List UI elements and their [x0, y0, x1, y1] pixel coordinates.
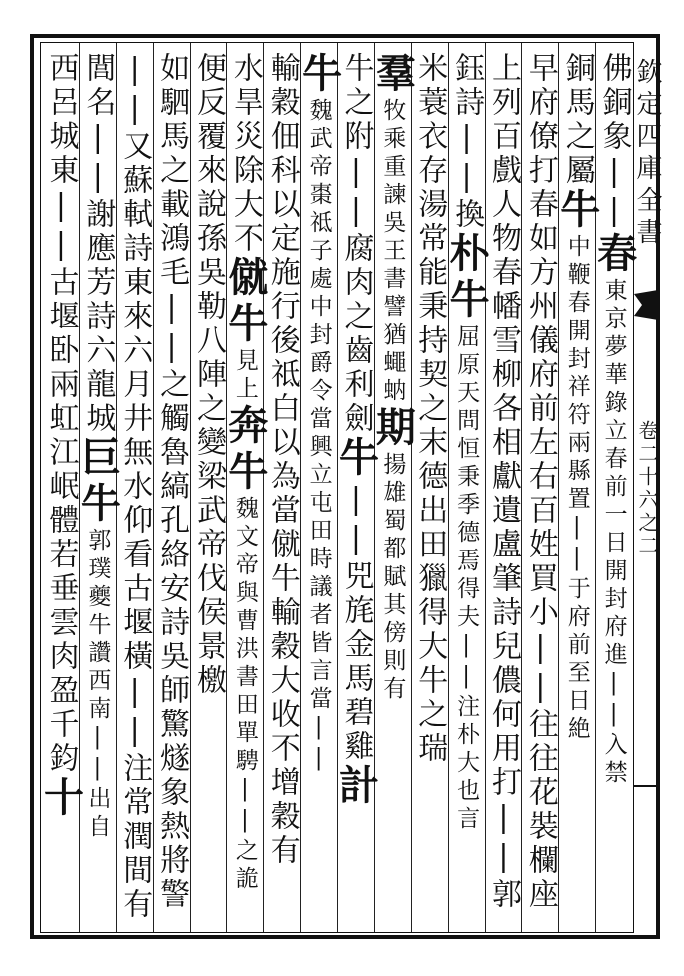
entry-heading: 朴牛: [443, 232, 491, 324]
entry-heading: 春: [590, 232, 638, 278]
book-title: 欽定四庫全書: [632, 58, 662, 250]
text-column: [37, 52, 85, 922]
text-segment: 鈺詩||換: [449, 52, 485, 232]
text-segment: 揚雄蜀都賦其傍則有: [379, 452, 406, 704]
text-column: [332, 52, 380, 922]
text-segment: 郭璞夔牛讚西南||出自: [84, 528, 111, 842]
entry-heading: 僦牛: [221, 256, 269, 348]
entry-heading: 牛: [332, 436, 380, 482]
entry-heading: 巨牛: [74, 436, 122, 528]
volume-label: 卷二十六之二: [635, 420, 659, 558]
text-column: [553, 52, 601, 922]
text-column: [221, 52, 269, 922]
text-segment: 佛銅象: [596, 52, 632, 154]
margin-rule: [634, 785, 660, 787]
text-segment: 魏文帝與曹洪書田單騁||之詭: [231, 496, 258, 894]
entry-heading: 期: [369, 406, 417, 452]
entry-heading: 牛: [553, 188, 601, 234]
text-column: [590, 52, 638, 922]
text-segment: 銅馬之屬: [559, 52, 595, 188]
text-segment: 水旱災除大不: [227, 52, 263, 256]
text-segment: ||又蘇軾詩東來六月井無水仰看古堰橫||注常潤間有: [117, 52, 153, 922]
text-column: [443, 52, 491, 922]
text-column: [151, 52, 191, 922]
text-segment: 東京夢華錄立春前一日開封府進||入禁: [600, 278, 627, 788]
text-column: [295, 52, 343, 922]
text-segment: 魏武帝棗祗子處中封爵令當興立屯田時議者皆言當||: [305, 98, 332, 776]
text-column: [520, 52, 560, 922]
text-column: [483, 52, 523, 922]
entry-heading: 奔牛: [221, 404, 269, 496]
text-segment: 江岷體若垂雲肉盈千鈞: [43, 436, 79, 776]
text-segment: 中鞭春開封祥符兩縣置||于府前至日絶: [563, 234, 590, 744]
text-segment: 早府僚打春如方州儀府前左右百姓買小||往往花裝欄座: [522, 52, 558, 912]
text-segment: 見: [231, 348, 258, 376]
text-segment: 牛之附||腐肉之齒利劍: [338, 52, 374, 436]
text-segment: 如駟馬之載鴻毛||之觸魯縞孔絡安詩吳師驚燧象熱將警: [154, 52, 190, 912]
text-segment: 米蓑衣存: [412, 52, 448, 188]
text-segment: 便反覆來說: [190, 52, 226, 222]
text-segment: 閭名||謝應芳詩六龍城: [80, 52, 116, 436]
text-segment: 西呂城東||古堰卧兩虹: [43, 52, 79, 436]
entry-heading: 十: [37, 776, 85, 822]
entry-heading: 牛: [295, 52, 343, 98]
entry-heading: 羣: [369, 52, 417, 98]
text-segment: 湯常能秉持契之末德出田獵得大牛之瑞: [412, 188, 448, 766]
fishtail-mark-icon: [634, 290, 658, 320]
text-segment: 牧乘重諫吳王書譬猶蠅蚋: [379, 98, 406, 406]
text-segment: 上列百戲人物春幡雪柳各相獻遺盧肇詩兒儂何用打||郭: [485, 52, 521, 912]
text-column: [409, 52, 449, 922]
text-segment: ||兕旄金馬碧雞: [338, 482, 374, 764]
text-segment: 上: [231, 376, 258, 404]
entry-heading: 計: [332, 764, 380, 810]
text-column: [188, 52, 228, 922]
text-segment: 屈原天問恒秉季德焉得夫||注朴大也言: [453, 324, 480, 834]
text-segment: 輸穀佃科以定施行後祗白以為當僦牛輸穀大收不增穀有: [264, 52, 300, 868]
text-segment: 孫吳勒八陣之變梁武帝伐侯景檄: [190, 222, 226, 698]
text-segment: ||: [596, 154, 632, 232]
